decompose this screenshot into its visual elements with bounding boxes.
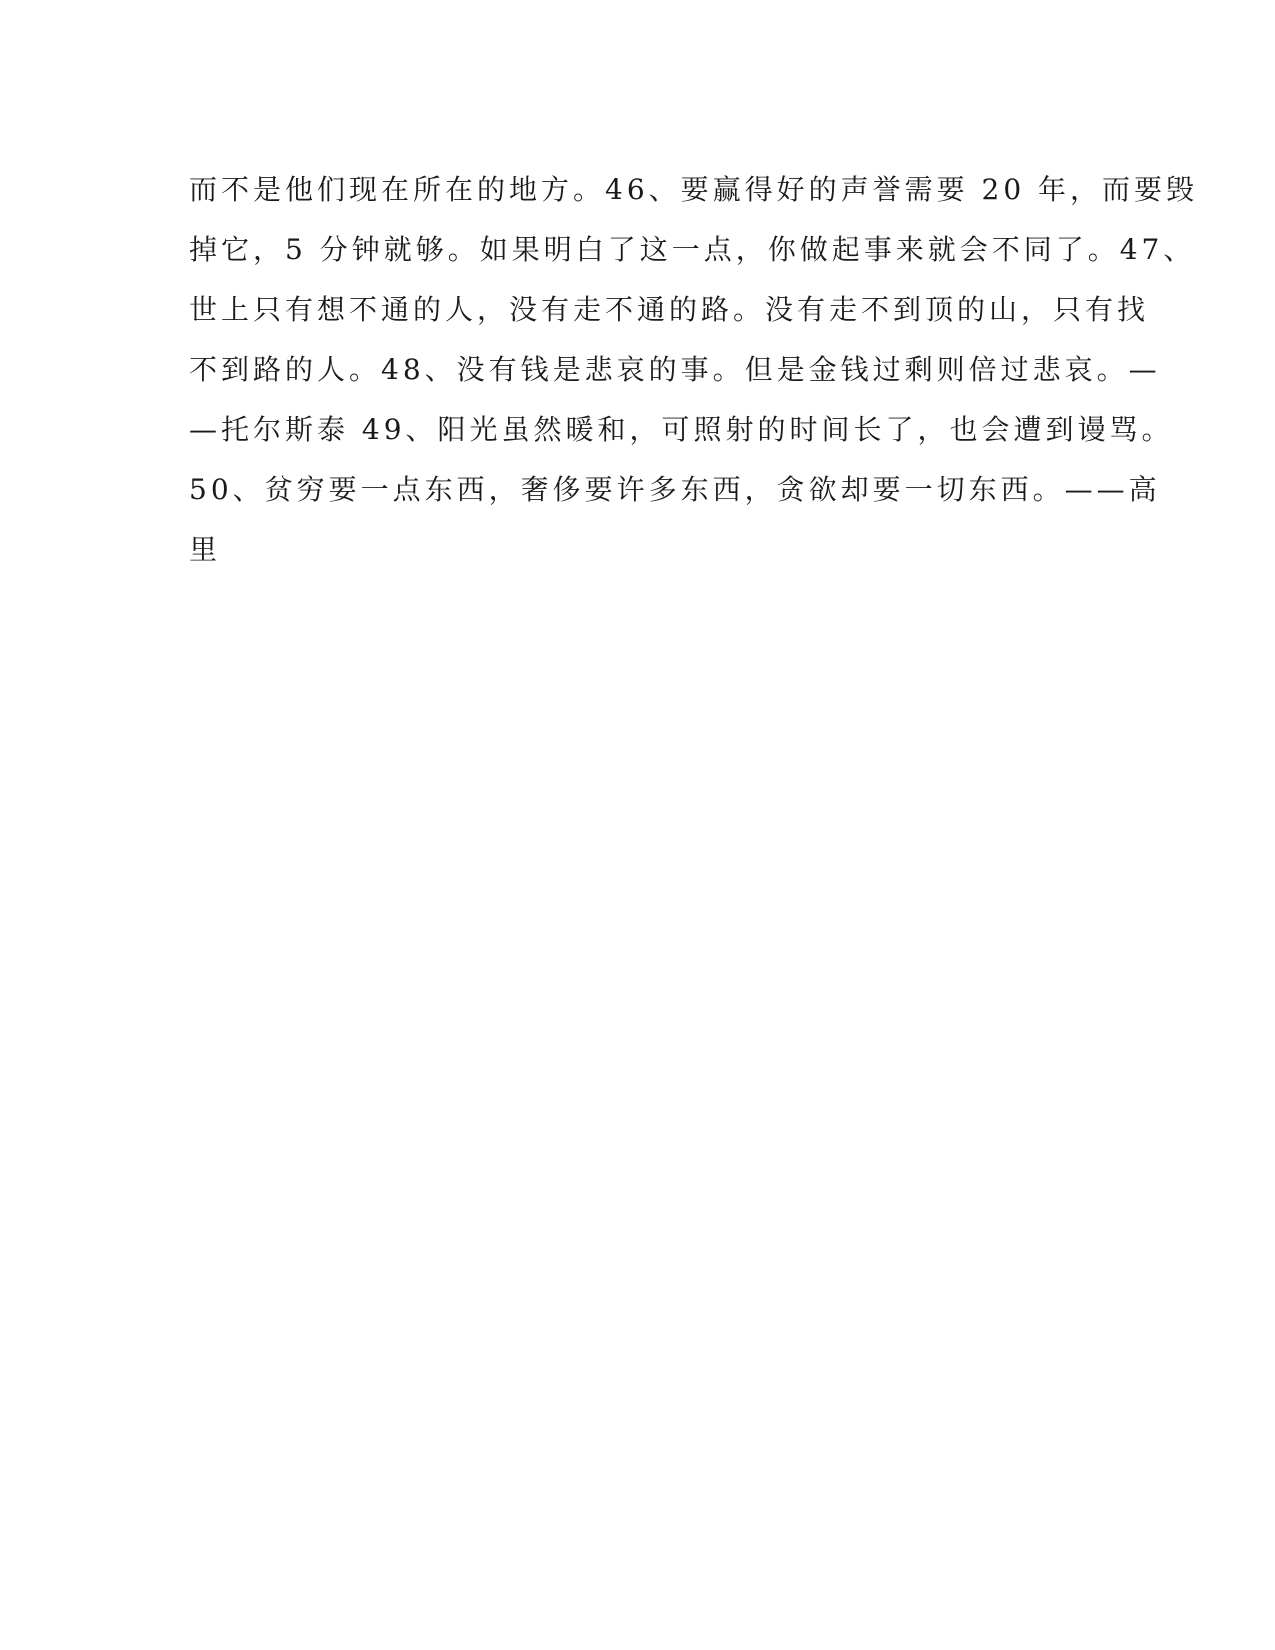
text-line: —托尔斯泰 49、阳光虽然暖和，可照射的时间长了，也会遭到谩骂。 <box>189 413 1174 446</box>
text-line: 世上只有想不通的人，没有走不通的路。没有走不到顶的山，只有找 <box>189 293 1150 326</box>
text-line: 掉它，5 分钟就够。如果明白了这一点，你做起事来就会不同了。47、 <box>189 233 1196 266</box>
body-paragraph <box>189 160 1199 580</box>
text-line: 里 <box>189 533 222 566</box>
text-line: 不到路的人。48、没有钱是悲哀的事。但是金钱过剩则倍过悲哀。— <box>189 353 1161 386</box>
text-line: 50、贫穷要一点东西，奢侈要许多东西，贪欲却要一切东西。——高 <box>189 473 1161 506</box>
text-line: 而不是他们现在所在的地方。46、要赢得好的声誉需要 20 年，而要毁 <box>189 173 1199 206</box>
